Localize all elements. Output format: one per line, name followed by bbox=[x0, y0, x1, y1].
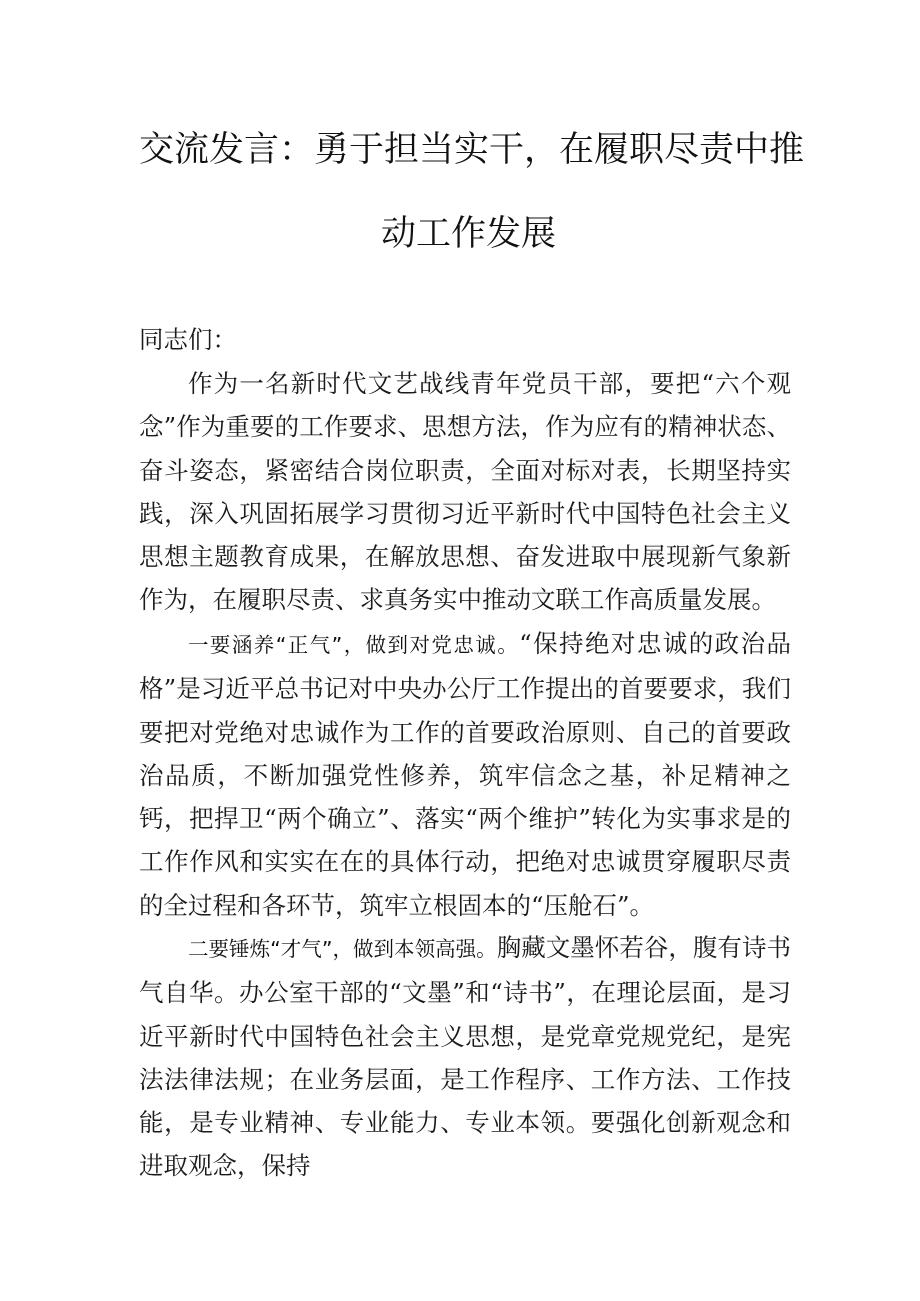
paragraph-ability bbox=[139, 926, 791, 1188]
paragraph-loyalty bbox=[139, 622, 791, 927]
document-title-line-1: 交流发言：勇于担当实干，在履职尽责中推 bbox=[139, 130, 805, 170]
document-title-line-2: 动工作发展 bbox=[381, 214, 557, 254]
paragraph-lead-heading: 二要锤炼“才气”，做到本领高强。 bbox=[188, 937, 497, 961]
paragraph-body: 作为一名新时代文艺战线青年党员干部，要把“六个观念”作为重要的工作要求、思想方法，作为应有的精神状态、奋斗姿态，紧密结合岗位职责，全面对标对表，长期坚持实践，深入巩固拓展学习贯彻习近平新时代中国特色社会主义思想主题教育成果，在解放思想、奋发进取中展现新气象新作为，在履职尽责、求真务实中推动文联工作高质量发展。 bbox=[139, 369, 791, 615]
paragraph-body: “保持绝对忠诚的政治品格”是习近平总书记对中央办公厅工作提出的首要要求，我们要把对党绝对忠诚作为工作的首要政治原则、自己的首要政治品质，不断加强党性修养，筑牢信念之基，补足精神之钙，把捍卫“两个确立”、落实“两个维护”转化为实事求是的工作作风和实实在在的具体行动，把绝对忠诚贯穿履职尽责的全过程和各环节，筑牢立根固本的“压舱石”。 bbox=[139, 629, 791, 920]
paragraph-intro bbox=[139, 362, 791, 622]
paragraph-body: 胸藏文墨怀若谷，腹有诗书气自华。办公室干部的“文墨”和“诗书”，在理论层面，是习近平新时代中国特色社会主义思想，是党章党规党纪，是宪法法律法规；在业务层面，是工作程序、工作方法、工作技能，是专业精神、专业能力、专业本领。要强化创新观念和进取观念，保持 bbox=[139, 933, 791, 1181]
paragraph-lead-heading: 一要涵养“正气”，做到对党忠诚。 bbox=[188, 633, 520, 657]
salutation: 同志们： bbox=[139, 325, 237, 354]
